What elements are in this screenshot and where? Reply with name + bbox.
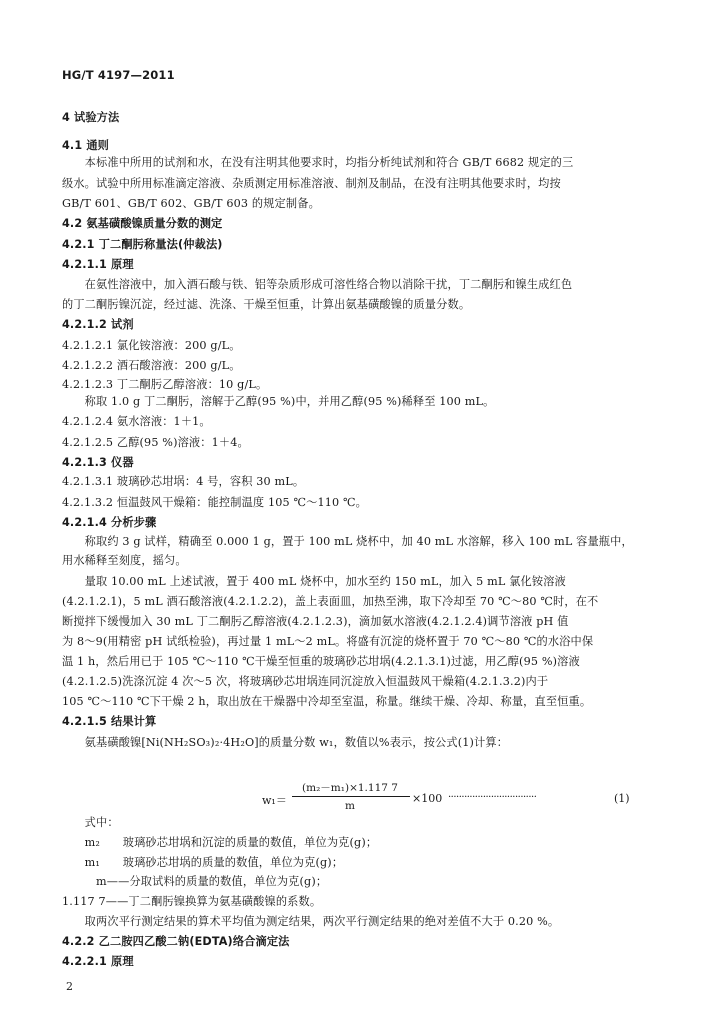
text-line: m₁ 玻璃砂芯坩埚的质量的数值，单位为克(g)；: [62, 856, 344, 869]
formula-leader-dots: ·································: [448, 792, 537, 803]
document-code: HG/T 4197—2011: [62, 68, 175, 82]
page-number: 2: [66, 980, 73, 993]
text-line: 105 ℃～110 ℃下干燥 2 h，取出放在干燥器中冷却至室温，称量。继续干燥、冷却、称量，直至恒重。: [62, 695, 592, 708]
text-line: (4.2.1.2.5)洗涤沉淀 4 次～5 次，将玻璃砂芯坩埚连同沉淀放入恒温鼓风干燥箱(4.2.1.3.2)内于: [62, 675, 549, 688]
section-heading: 4.1 通则: [62, 139, 109, 152]
text-line: 4.2.1.3.2 恒温鼓风干燥箱：能控制温度 105 ℃～110 ℃。: [62, 496, 367, 509]
text-line: 用水稀释至刻度，摇匀。: [62, 554, 187, 567]
text-line: 4.2.1.2.3 丁二酮肟乙醇溶液：10 g/L。: [62, 378, 268, 391]
formula-lhs: w₁＝: [262, 794, 287, 807]
text-line: 为 8～9(用精密 pH 试纸检验)，再过量 1 mL～2 mL。将盛有沉淀的烧杯置于 70 ℃～80 ℃的水浴中保: [62, 635, 594, 648]
text-line: 本标准中所用的试剂和水，在没有注明其他要求时，均指分析纯试剂和符合 GB/T 6682 规定的三: [62, 156, 574, 169]
text-line: 4.2.1.2.5 乙醇(95 %)溶液：1＋4。: [62, 436, 249, 449]
section-heading: 4.2.1.4 分析步骤: [62, 516, 157, 529]
text-line: (4.2.1.2.1)，5 mL 酒石酸溶液(4.2.1.2.2)，盖上表面皿，加热至沸，取下冷却至 70 ℃～80 ℃时，在不: [62, 595, 599, 608]
text-line: 在氨性溶液中，加入酒石酸与铁、铝等杂质形成可溶性络合物以消除干扰，丁二酮肟和镍生成红色: [62, 278, 573, 291]
text-line: 级水。试验中所用标准滴定溶液、杂质测定用标准溶液、制剂及制品，在没有注明其他要求时，均按: [62, 177, 561, 190]
section-heading: 4.2.1.2 试剂: [62, 318, 134, 331]
text-line: 4.2.1.2.2 酒石酸溶液：200 g/L。: [62, 359, 241, 372]
text-line: m——分取试料的质量的数值，单位为克(g)；: [62, 875, 328, 888]
section-heading: 4.2.1.3 仪器: [62, 456, 134, 469]
text-line: 量取 10.00 mL 上述试液，置于 400 mL 烧杯中，加水至约 150 mL，加入 5 mL 氯化铵溶液: [62, 575, 566, 588]
formula-number: (1): [614, 792, 630, 805]
formula-denominator: m: [345, 800, 355, 812]
text-line: 4.2.1.3.1 玻璃砂芯坩埚：4 号，容积 30 mL。: [62, 475, 305, 488]
section-heading: 4.2 氨基磺酸镍质量分数的测定: [62, 217, 223, 230]
text-line: 称取 1.0 g 丁二酮肟，溶解于乙醇(95 %)中，并用乙醇(95 %)稀释至 100 mL。: [62, 395, 495, 408]
section-heading: 4.2.1 丁二酮肟称量法(仲裁法): [62, 238, 223, 251]
text-line: 的丁二酮肟镍沉淀，经过滤、洗涤、干燥至恒重，计算出氨基磺酸镍的质量分数。: [62, 298, 471, 311]
formula-multiplier: ×100: [412, 792, 443, 805]
text-line: 1.117 7——丁二酮肟镍换算为氨基磺酸镍的系数。: [62, 895, 322, 908]
text-line: 4.2.1.2.1 氯化铵溶液：200 g/L。: [62, 339, 241, 352]
section-heading: 4.2.1.5 结果计算: [62, 715, 157, 728]
text-line: 氨基磺酸镍[Ni(NH₂SO₃)₂·4H₂O]的质量分数 w₁，数值以%表示，按公式(1)计算：: [62, 736, 509, 749]
fraction-bar: [292, 796, 410, 797]
section-heading: 4.2.2 乙二胺四乙酸二钠(EDTA)络合滴定法: [62, 935, 290, 948]
section-heading: 4.2.1.1 原理: [62, 258, 134, 271]
text-line: m₂ 玻璃砂芯坩埚和沉淀的质量的数值，单位为克(g)；: [62, 836, 378, 849]
text-line: 称取约 3 g 试样，精确至 0.000 1 g，置于 100 mL 烧杯中，加 40 mL 水溶解，移入 100 mL 容量瓶中，: [62, 535, 633, 548]
text-line: 4.2.1.2.4 氨水溶液：1＋1。: [62, 415, 211, 428]
formula-numerator: (m₂－m₁)×1.117 7: [302, 782, 398, 794]
text-line: 取两次平行测定结果的算术平均值为测定结果，两次平行测定结果的绝对差值不大于 0.20 %。: [62, 915, 560, 928]
text-line: 断搅拌下缓慢加入 30 mL 丁二酮肟乙醇溶液(4.2.1.2.3)，滴加氨水溶液(4.2.1.2.4)调节溶液 pH 值: [62, 615, 569, 628]
text-line: 温 1 h，然后用已于 105 ℃～110 ℃干燥至恒重的玻璃砂芯坩埚(4.2.1.3.1)过滤，用乙醇(95 %)溶液: [62, 655, 580, 668]
section-heading: 4 试验方法: [62, 111, 120, 124]
text-line: GB/T 601、GB/T 602、GB/T 603 的规定制备。: [62, 197, 320, 210]
section-heading: 4.2.2.1 原理: [62, 955, 134, 968]
text-line: 式中：: [62, 816, 119, 829]
